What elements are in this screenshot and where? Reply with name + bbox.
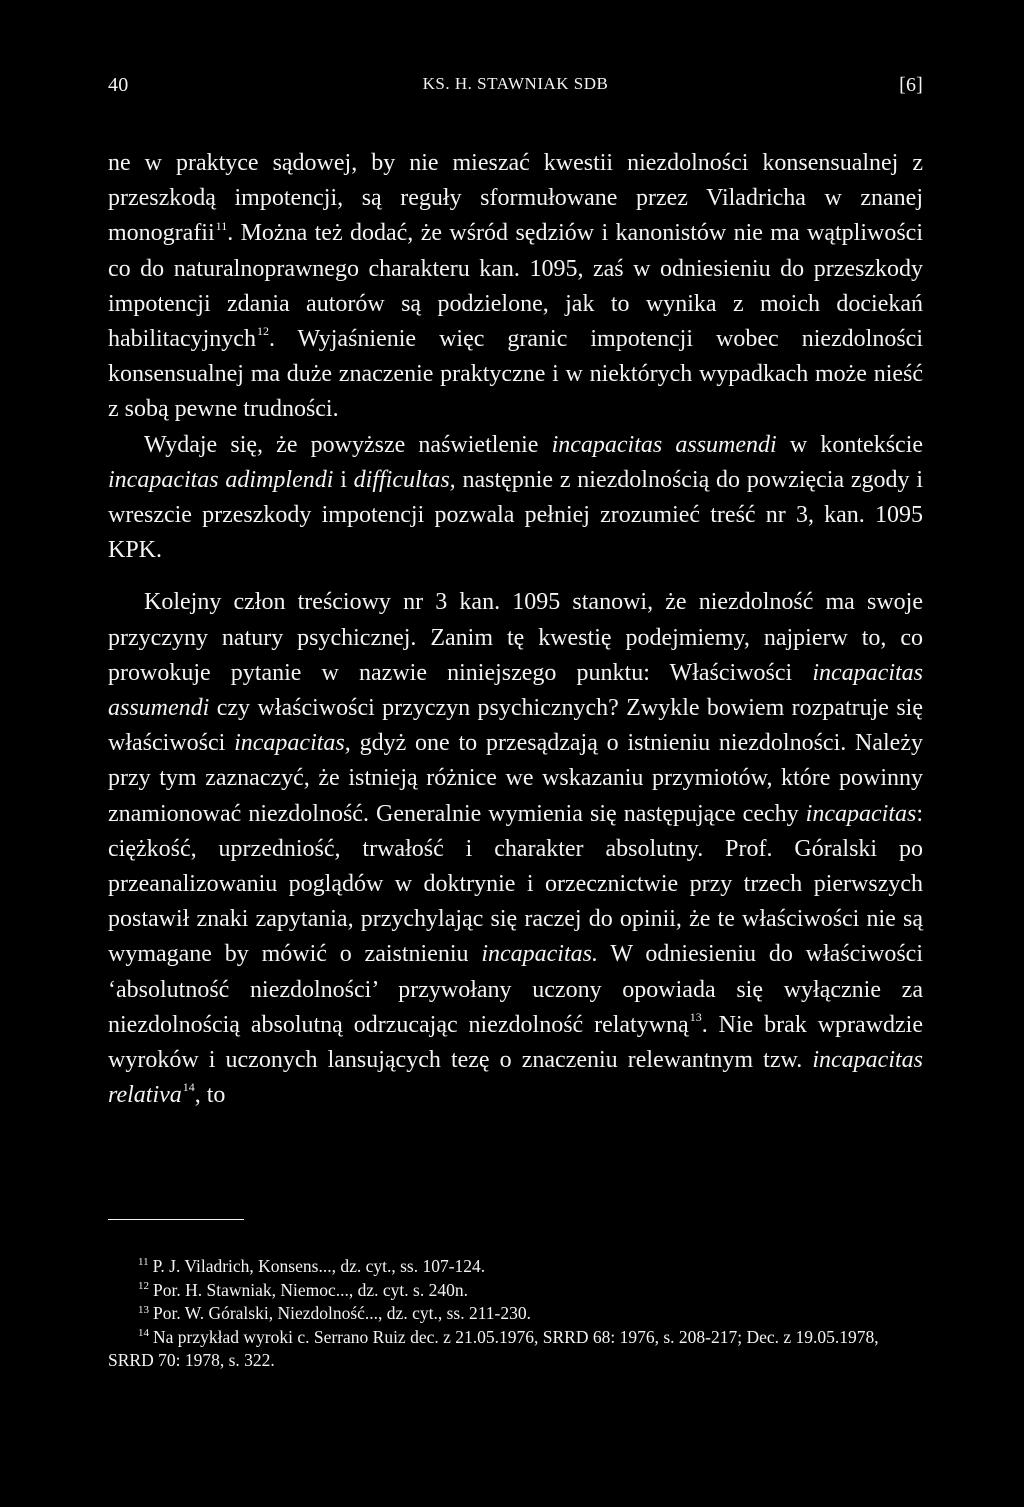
body-text (108, 146, 923, 1113)
paragraph-2: Wydaje się, że powyższe naświetlenie incapacitas assumendi w kontekście incapacitas adimplendi i difficultas, następnie z niezdolnością do powzięcia zgody i wreszcie przeszkody impotencji pozwala pełniej zrozumieć treść nr 3, kan. 1095 KPK. (108, 431, 924, 564)
footnotes (108, 1255, 923, 1373)
footnote-ref-13[interactable]: 13 (689, 1010, 702, 1025)
running-head (108, 74, 923, 104)
section-marker: [6] (899, 74, 923, 96)
footnote-13: $^{13}$ Por. W. Góralski, Niezdolność..., dz. cyt., ss. 211-230. (138, 1303, 532, 1324)
running-title: KS. H. STAWNIAK SDB (422, 74, 609, 93)
footnote-ref-12[interactable]: 12 (256, 324, 269, 339)
paragraph-1: ne w praktyce sądowej, by nie mieszać kwestii niezdolności konsensualnej z przeszkodą impotencji, są reguły sformułowane przez Viladricha w znanej monografii$^{11}$. Można też dodać, że wśród sędziów i kanonistów nie ma wątpliwości co do naturalnoprawnego charakteru kan. 1095, zaś w odniesieniu do przeszkody impotencji zdania autorów są podzielone, jak to wynika z moich dociekań habilitacyjnych$^{12}$. Wyjaśnienie więc granic impotencji wobec niezdolności konsensualnej ma duże znaczenie praktyczne i w niektórych wypadkach może nieść z sobą pewne trudności. (108, 150, 923, 423)
footnote-ref-14[interactable]: 14 (182, 1080, 195, 1095)
footnote-ref-11[interactable]: 11 (215, 218, 228, 233)
footnote-12: $^{12}$ Por. H. Stawniak, Niemoc..., dz. cyt. s. 240n. (138, 1279, 468, 1300)
footnote-11: $^{11}$ P. J. Viladrich, Konsens..., dz. cyt., ss. 107-124. (138, 1256, 486, 1276)
paragraph-3: Kolejny człon treściowy nr 3 kan. 1095 stanowi, że niezdolność ma swoje przyczyny natury psychicznej. Zanim tę kwestię podejmiemy, najpierw to, co prowokuje pytanie w nazwie niniejszego punktu: Właściwości incapacitas assumendi czy właściwości przyczyn psychicznych? Zwykle bowiem rozpatruje się właściwości incapacitas, gdyż one to przesądzają o istnieniu niezdolności. Należy przy tym zaznaczyć, że istnieją różnice we wskazaniu przymiotów, które powinny znamionować niezdolność. Generalnie wymienia się następujące cechy incapacitas: ciężkość, uprzedniość, trwałość i charakter absolutny. Prof. Góralski po przeanalizowaniu poglądów w doktrynie i orzecznictwie przy trzech pierwszych postawił znaki zapytania, przychylając się raczej do opinii, że te właściwości nie są wymagane by mówić o zaistnieniu incapacitas. W odniesieniu do właściwości ‘absolutność niezdolności’ przywołany uczony opowiada się wyłącznie za niezdolnością absolutną odrzucając niezdolność relatywną$^{13}$. Nie brak wprawdzie wyroków i uczonych lansujących tezę o znaczeniu relewantnym tzw. incapacitas relativa$^{14}$, to (108, 589, 924, 1109)
footnote-divider (108, 1219, 244, 1220)
page (108, 0, 923, 1507)
page-number: 40 (108, 74, 129, 96)
footnote-14: $^{14}$ Na przykład wyroki c. Serrano Ruiz dec. z 21.05.1976, SRRD 68: 1976, s. 208-217; Dec. z 19.05.1978, SRRD 70: 1978, s. 322. (108, 1326, 879, 1371)
